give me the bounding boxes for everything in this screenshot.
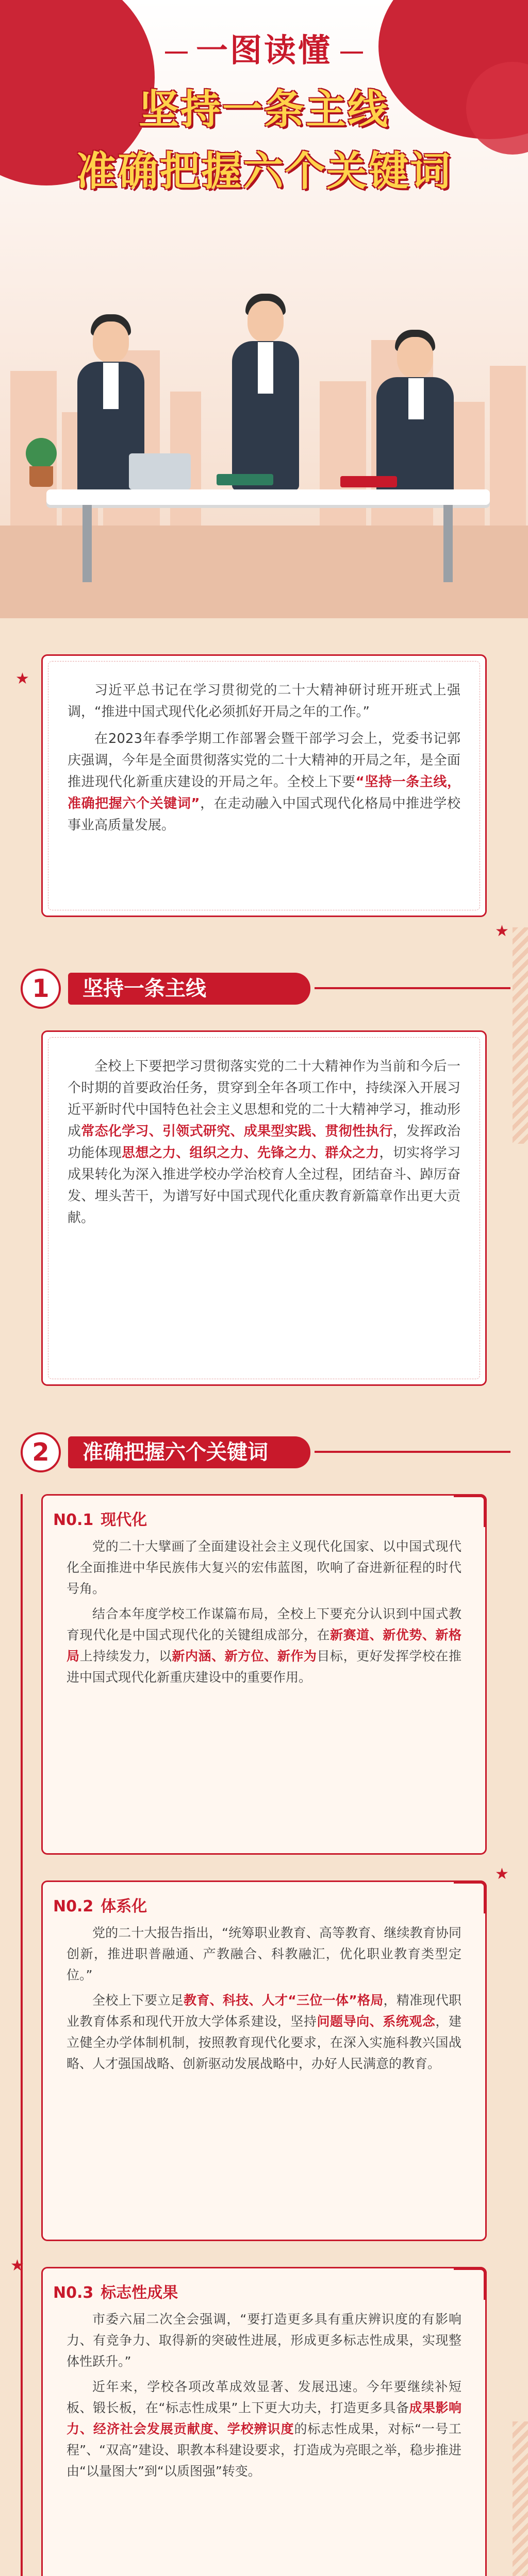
keyword-paragraph: 党的二十大擘画了全面建设社会主义现代化国家、以中国式现代化全面推进中华民族伟大复兴的宏伟蓝图，吹响了奋进新征程的时代号角。 <box>67 1539 461 1596</box>
decor-stripes <box>513 2421 528 2576</box>
keyword-paragraph: 党的二十大报告指出，“统筹职业教育、高等教育、继续教育协同创新，推进职普融通、产教融合、科教融汇，优化职业教育类型定位。” <box>67 1925 461 1982</box>
intro-card <box>41 654 487 917</box>
section-2-number: 2 <box>21 1432 61 1472</box>
star-icon: ★ <box>495 1865 509 1883</box>
keyword-paragraph: 全校上下要立足教育、科技、人才“三位一体”格局，精准现代职业教育体系和现代开放大学体系建设，坚持问题导向、系统观念，建立健全办学体制机制，按照教育现代化要求，在深入实施科教兴国战略、人才强国战略、创新驱动发展战略中，办好人民满意的教育。 <box>67 1993 461 2071</box>
keyword-paragraph: 结合本年度学校工作谋篇布局，全校上下要充分认识到中国式教育现代化是中国式现代化的关键组成部分，在新赛道、新优势、新格局上持续发力，以新内涵、新方位、新作为目标，更好发挥学校在推进中国式现代化新重庆建设中的重要作用。 <box>67 1606 461 1685</box>
title-line-2: 准确把握六个关键词 <box>76 148 452 195</box>
intro-paragraph-2: 在2023年春季学期工作部署会暨干部学习会上，党委书记郭庆强调，今年是全面贯彻落实党的二十大精神的开局之年，是全面推进现代化新重庆建设的开局之年。全校上下要“坚持一条主线，准确把握六个关键词”，在走动融入中国式现代化格局中推进学校事业高质量发展。 <box>68 731 460 833</box>
book <box>217 474 273 485</box>
section-2-title: 准确把握六个关键词 <box>68 1436 310 1468</box>
side-rail <box>21 1494 23 2576</box>
meeting-illustration <box>0 232 528 603</box>
keyword-paragraph: 市委六届二次全会强调，“要打造更多具有重庆辨识度的有影响力、有竞争力、取得新的突破性进展，形成更多标志性成果，实现整体性跃升。” <box>67 2312 461 2369</box>
meeting-table <box>46 489 490 505</box>
section-1-paragraph: 全校上下要把学习贯彻落实党的二十大精神作为当前和今后一个时期的首要政治任务，贯穿到全年各项工作中，持续深入开展习近平新时代中国特色社会主义思想和党的二十大精神学习，推动形成常态化学习、引领式研究、成果型实践、贯彻性执行，发挥政治功能体现思想之力、组织之力、先锋之力、群众之力，切实将学习成果转化为深入推进学校办学治校育人全过程，团结奋斗、踔厉奋发、埋头苦干，为谱写好中国式现代化重庆教育新篇章作出更大贡献。 <box>68 1059 460 1226</box>
plant <box>26 438 57 469</box>
section-1-card <box>41 1030 487 1386</box>
keyword-paragraph: 近年来，学校各项改革成效显著、发展迅速。今年要继续补短板、锻长板，在“标志性成果”上下更大功夫，打造更多具备成果影响力、经济社会发展贡献度、学校辨识度的标志性成果，对标“一号工程”、“双高”建设、职教本科建设要求，打造成为亮眼之举，稳步推进由“以量图大”到“以质图强”转变。 <box>67 2379 461 2479</box>
keyword-card <box>41 1880 487 2241</box>
keyword-title: N0.2 体系化 <box>53 1897 147 1916</box>
keyword-title: N0.1 现代化 <box>53 1511 147 1529</box>
laptop <box>129 453 191 489</box>
hero-banner <box>0 0 528 618</box>
star-icon: ★ <box>15 670 29 688</box>
intro-paragraph-1: 习近平总书记在学习贯彻党的二十大精神研讨班开班式上强调，“推进中国式现代化必须抓好开局之年的工作。” <box>68 683 460 720</box>
keyword-card <box>41 2267 487 2576</box>
title-lead: 一图读懂 <box>0 25 528 71</box>
section-1-number: 1 <box>21 969 61 1009</box>
star-icon: ★ <box>495 922 509 940</box>
star-icon: ★ <box>10 2257 24 2275</box>
book <box>340 476 397 487</box>
title-line-1: 坚持一条主线 <box>138 87 389 133</box>
section-1-title: 坚持一条主线 <box>68 973 310 1005</box>
keyword-title: N0.3 标志性成果 <box>53 2284 178 2302</box>
decor-stripes <box>513 927 528 1144</box>
keyword-card <box>41 1494 487 1855</box>
